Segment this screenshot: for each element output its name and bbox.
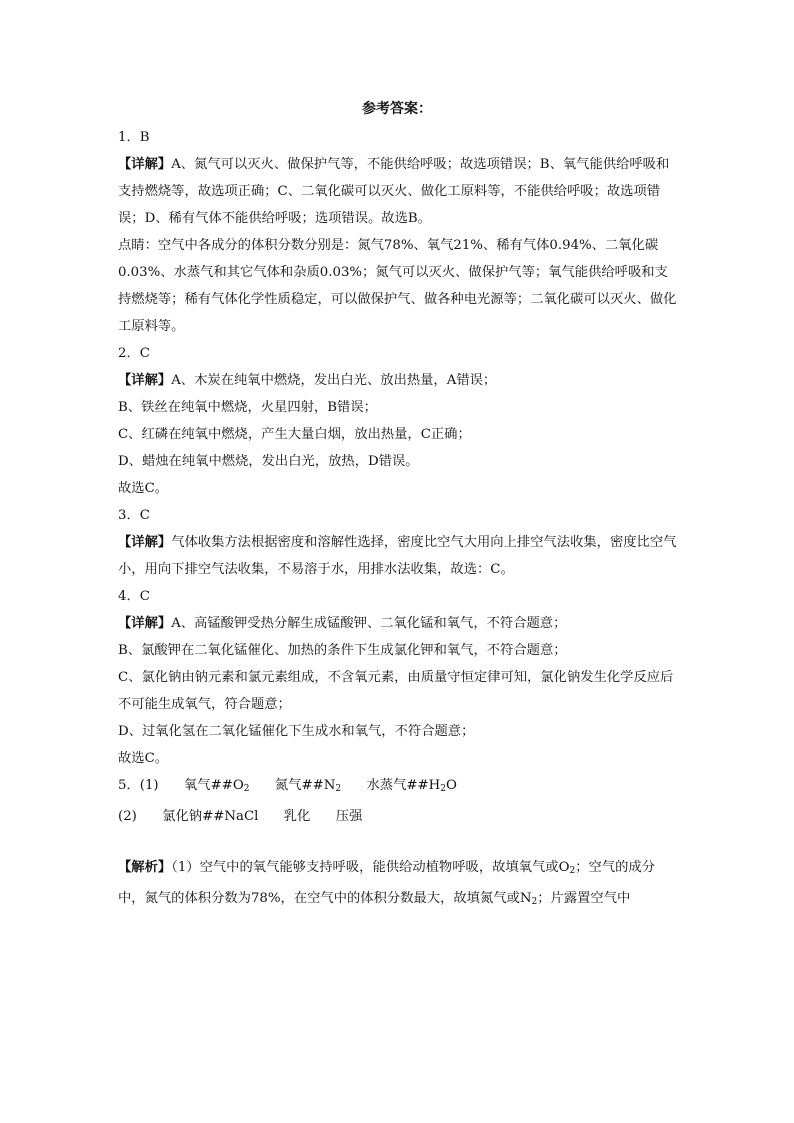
tip-note: 点睛：空气中各成分的体积分数分别是：氮气78%、氧气21%、稀有气体0.94%、二氧化碳0.03%、水蒸气和其它气体和杂质0.03%；氮气可以灭火、做保护气等；氧气能供给呼吸和支持燃烧等；稀有气体化学性质稳定，可以做保护气、做各种电光源等；二氧化碳可以灭火、做化工原料等。 (118, 238, 677, 334)
explanation-text: A、氮气可以灭火、做保护气等，不能供给呼吸；故选项错误；B、氧气能供给呼吸和支持燃烧等，故选项正确；C、二氧化碳可以灭火、做化工原料等，不能供给呼吸；故选项错误；D、稀有气体不能供给呼吸；选项错误。故选B。 (118, 157, 670, 226)
answer-number: 2．C (118, 346, 150, 361)
part-label: (2) (118, 809, 137, 824)
explanation-line: B、铁丝在纯氧中燃烧，火星四射，B错误； (118, 400, 377, 415)
answer-item: 压强 (335, 809, 363, 824)
explanation (118, 151, 680, 232)
answer-item: 水蒸气$\#\#H_2O$ (366, 778, 457, 794)
explanation-line: D、蜡烛在纯氧中燃烧，发出白光，放热，D错误。 (118, 454, 419, 469)
answer-number: 1．B (118, 130, 150, 145)
answer-item: 氧气$\#\#O_2$ (183, 778, 250, 794)
explanation (118, 367, 680, 394)
explanation-line: B、氯酸钾在二氧化锰催化、加热的条件下生成氯化钾和氧气，不符合题意； (118, 643, 567, 658)
conclusion-line: 故选C。 (118, 751, 169, 766)
answer-row-2 (118, 803, 680, 830)
explanation-line: C、氯化钠由钠元素和氯元素组成，不含氧元素，由质量守恒定律可知，氯化钠发生化学反应后不可能生成氧气，符合题意； (118, 670, 674, 712)
explanation-text: 气体收集方法根据密度和溶解性选择，密度比空气大用向上排空气法收集，密度比空气小，用向下排空气法收集，不易溶于水，用排水法收集，故选：C。 (118, 535, 677, 577)
explanation-tag: 【详解】 (118, 157, 172, 172)
answer-number: 3．C (118, 508, 150, 523)
explanation (118, 610, 680, 637)
answer-item: 氮气$\#\#N_2$ (274, 778, 342, 794)
answer-number: 4．C (118, 589, 150, 604)
analysis-tag: 【解析】 (118, 860, 172, 875)
explanation-line: C、红磷在纯氧中燃烧，产生大量白烟，放出热量，C正确； (118, 427, 471, 442)
answer-content (118, 124, 680, 916)
spacer (118, 830, 680, 854)
explanation-line: D、过氧化氢在二氧化锰催化下生成水和氧气，不符合题意； (118, 724, 475, 739)
explanation-tag: 【详解】 (118, 373, 172, 388)
answer-item: 乳化 (283, 809, 311, 824)
explanation (118, 529, 680, 583)
page-title: 参考答案： (362, 101, 432, 117)
explanation-line: A、木炭在纯氧中燃烧，发出白光、放出热量，A错误； (171, 373, 497, 388)
answer-number: 5． (118, 778, 140, 793)
explanation-tag: 【详解】 (118, 535, 172, 550)
conclusion-line: 故选C。 (118, 481, 169, 496)
analysis: 【解析】（1）空气中的氧气能够支持呼吸，能供给动植物呼吸，故填氧气或$O_2$；空气的成分中，氮气的体积分数为78%，在空气中的体积分数最大，故填氮气或$N_2$；片露置空气中 (118, 860, 656, 907)
explanation-tag: 【详解】 (118, 616, 172, 631)
answer-row-1 (118, 772, 680, 803)
answer-item: 氯化钠##NaCl (162, 809, 259, 824)
part-label: (1) (139, 778, 159, 793)
explanation-line: A、高锰酸钾受热分解生成锰酸钾、二氧化锰和氧气，不符合题意； (171, 616, 567, 631)
